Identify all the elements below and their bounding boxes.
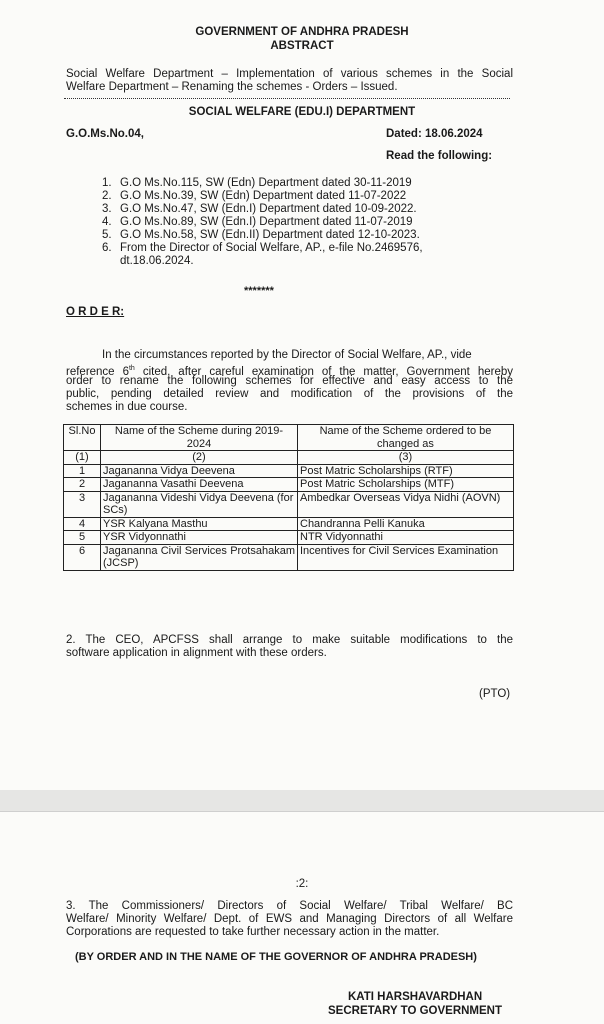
subject-line-2: Welfare Department – Renaming the schemes - Orders – Issued. (66, 81, 398, 93)
sl-cell: 4 (64, 517, 101, 531)
header-old-name: Name of the Scheme during 2019-2024 (101, 425, 298, 451)
new-scheme-cell: Incentives for Civil Services Examination (298, 544, 514, 570)
stars-divider: ******* (244, 285, 274, 297)
new-scheme-cell: NTR Vidyonnathi (298, 531, 514, 545)
para-2-line-2: software application in alignment with these orders. (66, 647, 327, 659)
page-gap (0, 790, 604, 812)
schemes-table (63, 424, 514, 571)
signatory-name: KATI HARSHAVARDHAN (348, 991, 483, 1003)
table-index-row (64, 451, 514, 465)
para-3-line-1: 3. The Commissioners/ Directors of Social Welfare/ Tribal Welfare/ BC (66, 900, 513, 912)
sl-cell: 5 (64, 531, 101, 545)
header-new-name: Name of the Scheme ordered to be changed as (298, 425, 514, 451)
order-para-line-4: public, pending detailed review and modification of the provisions of the (66, 388, 513, 400)
old-scheme-cell: Jagananna Vidya Deevena (101, 464, 298, 478)
order-para-line-2: reference 6th cited, after careful examination of the matter, Government hereby (66, 365, 513, 378)
table-row (64, 544, 514, 570)
sl-cell: 3 (64, 491, 101, 517)
table-row (64, 478, 514, 492)
reference-item: 3. G.O Ms.No.47, SW (Edn.I) Department dated 10-09-2022. (102, 203, 417, 215)
table-row (64, 531, 514, 545)
reference-item: 5. G.O Ms.No.58, SW (Edn.II) Department dated 12-10-2023. (102, 229, 420, 241)
subject-line-1: Social Welfare Department – Implementation of various schemes in the Social (66, 68, 513, 80)
sl-cell: 1 (64, 464, 101, 478)
old-scheme-cell: Jagananna Civil Services Protsahakam (JCSP) (101, 544, 298, 570)
new-scheme-cell: Post Matric Scholarships (MTF) (298, 478, 514, 492)
new-scheme-cell: Chandranna Pelli Kanuka (298, 517, 514, 531)
document-page-2 (0, 812, 604, 1024)
table-header-row (64, 425, 514, 451)
read-following: Read the following: (386, 150, 493, 162)
old-scheme-cell: Jagananna Vasathi Deevena (101, 478, 298, 492)
table-row (64, 464, 514, 478)
govt-title: GOVERNMENT OF ANDHRA PRADESH (195, 26, 409, 38)
old-scheme-cell: Jagananna Videshi Vidya Deevena (for SCs) (101, 491, 298, 517)
order-para-line-3: order to rename the following schemes for effective and easy access to the (66, 375, 513, 387)
pto-label: (PTO) (479, 688, 511, 700)
index-cell: (3) (298, 451, 514, 465)
references-list (102, 177, 462, 268)
new-scheme-cell: Ambedkar Overseas Vidya Nidhi (AOVN) (298, 491, 514, 517)
table-row (64, 517, 514, 531)
para-2-line-1: 2. The CEO, APCFSS shall arrange to make suitable modifications to the (66, 634, 513, 646)
reference-item: 6. From the Director of Social Welfare, AP., e-file No.2469576, (102, 242, 423, 254)
old-scheme-cell: YSR Kalyana Masthu (101, 517, 298, 531)
header-slno: Sl.No (64, 425, 101, 451)
new-scheme-cell: Post Matric Scholarships (RTF) (298, 464, 514, 478)
para-3-line-2: Welfare/ Minority Welfare/ Dept. of EWS and Managing Directors of all Welfare (66, 913, 513, 925)
go-date: Dated: 18.06.2024 (386, 128, 483, 140)
table-row (64, 491, 514, 517)
index-cell: (2) (101, 451, 298, 465)
old-scheme-cell: YSR Vidyonnathi (101, 531, 298, 545)
dotted-divider (64, 98, 510, 99)
department-heading: SOCIAL WELFARE (EDU.I) DEPARTMENT (188, 106, 416, 118)
signatory-designation: SECRETARY TO GOVERNMENT (328, 1005, 503, 1017)
reference-item: 4. G.O Ms.No.89, SW (Edn.I) Department dated 11-07-2019 (102, 216, 413, 228)
order-para-line-5: schemes in due course. (66, 401, 188, 413)
reference-item: 2. G.O Ms.No.39, SW (Edn) Department dated 11-07-2022 (102, 190, 407, 202)
para-3-line-3: Corporations are requested to take further necessary action in the matter. (66, 926, 440, 938)
page-number: :2: (295, 878, 309, 890)
order-para-line-1: In the circumstances reported by the Director of Social Welfare, AP., vide (102, 349, 472, 361)
abstract-heading: ABSTRACT (270, 40, 334, 52)
reference-item: dt.18.06.2024. (120, 255, 194, 267)
index-cell: (1) (64, 451, 101, 465)
order-heading: O R D E R: (66, 306, 125, 318)
by-order-line: (BY ORDER AND IN THE NAME OF THE GOVERNOR OF ANDHRA PRADESH) (75, 951, 477, 963)
reference-item: 1. G.O Ms.No.115, SW (Edn) Department dated 30-11-2019 (102, 177, 412, 189)
sl-cell: 2 (64, 478, 101, 492)
go-number: G.O.Ms.No.04, (66, 128, 144, 140)
sl-cell: 6 (64, 544, 101, 570)
